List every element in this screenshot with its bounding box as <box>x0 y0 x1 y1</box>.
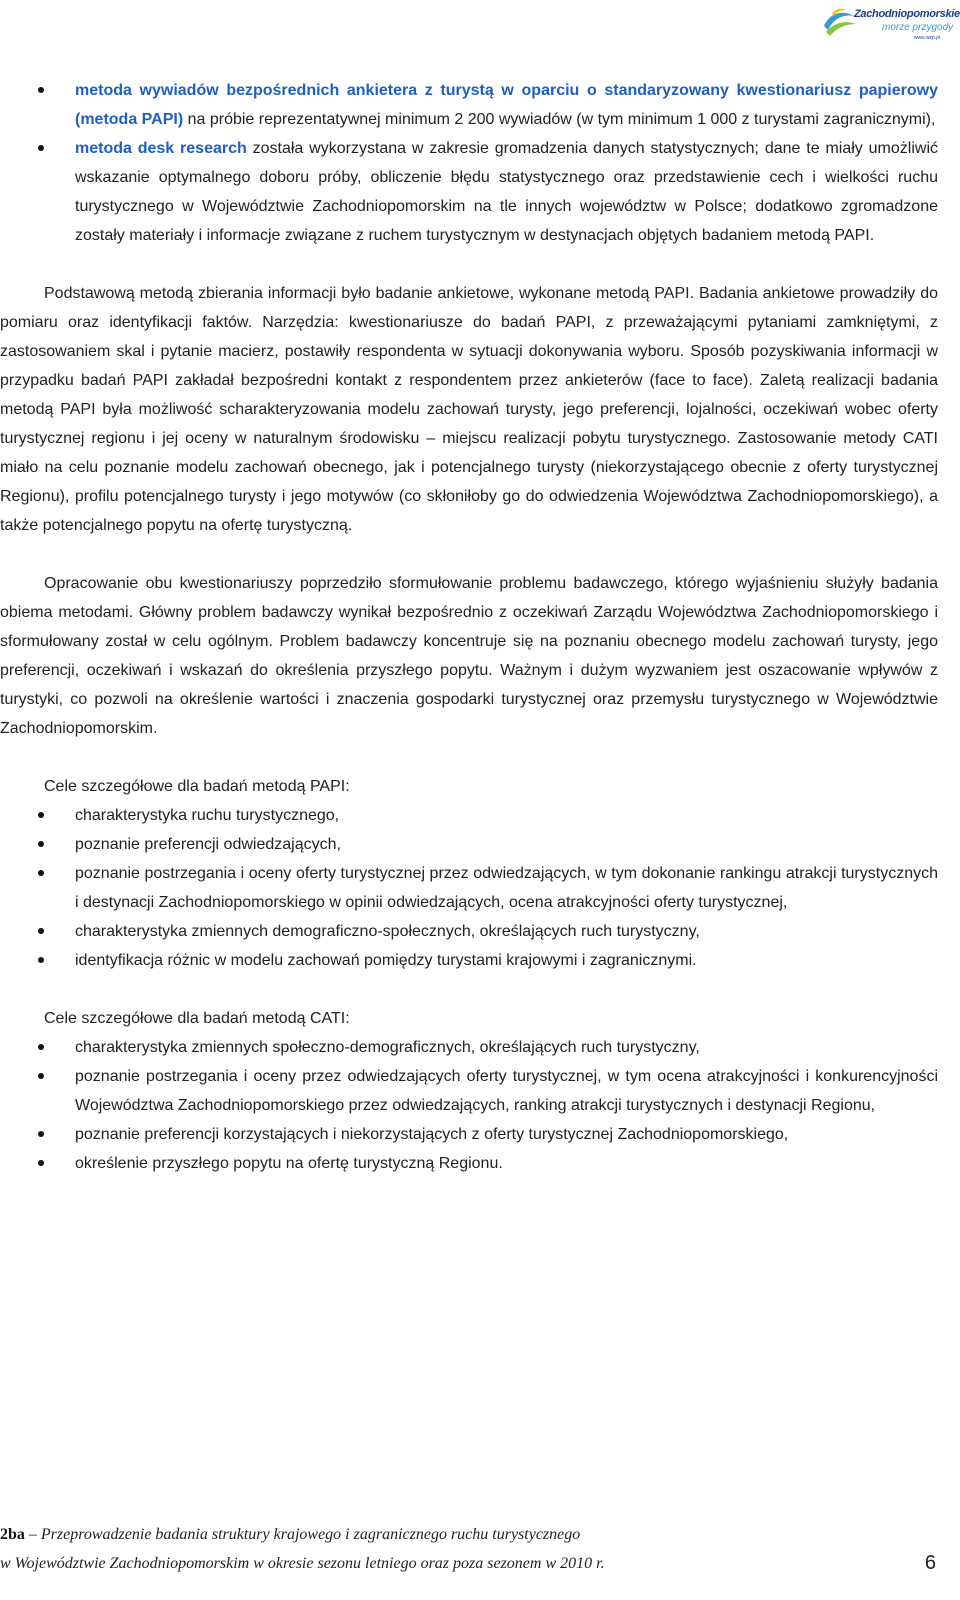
methods-list <box>0 76 938 250</box>
list-item: charakterystyka ruchu turystycznego, <box>0 801 938 830</box>
logo-brand: Zachodniopomorskie <box>854 8 960 20</box>
footer-title-2: w Województwie Zachodniopomorskim w okresie sezonu letniego oraz poza sezonem w 2010 r. <box>0 1555 605 1572</box>
list-item: poznanie preferencji odwiedzających, <box>0 830 938 859</box>
footer-company: 2ba <box>0 1526 25 1543</box>
papi-goals-list <box>0 801 938 975</box>
list-item: określenie przyszłego popytu na ofertę turystyczną Regionu. <box>0 1149 938 1178</box>
paragraph-problem: Opracowanie obu kwestionariuszy poprzedziło sformułowanie problemu badawczego, którego wyjaśnieniu służyły badania obiema metodami. Główny problem badawczy wynikał bezpośrednio z oczekiwań Zarządu Województwa Zachodniopomorskiego i sformułowany został w celu ogólnym. Problem badawczy koncentruje się na poznaniu obecnego modelu zachowań turysty, jego preferencji, oczekiwań i wskazań do określenia przyszłego popytu. Ważnym i dużym wyzwaniem jest oszacowanie wpływów z turystyki, co pozwoli na określenie wartości i znaczenia gospodarki turystycznej oraz przemysłu turystycznego w Województwie Zachodniopomorskim. <box>0 575 938 737</box>
method-name: metoda desk research <box>75 140 247 157</box>
list-item <box>0 134 938 250</box>
footer-title-1: – Przeprowadzenie badania struktury krajowego i zagranicznego ruchu turystycznego <box>24 1526 581 1543</box>
logo-url: www.wzp.pl <box>914 35 941 41</box>
page-footer <box>0 1520 940 1578</box>
method-name: metoda wywiadów bezpośrednich ankietera z turystą w oparciu o standaryzowany kwestionariusz papierowy (metoda PAPI) <box>75 82 938 128</box>
zachodniopomorskie-logo <box>820 4 960 46</box>
papi-heading: Cele szczegółowe dla badań metodą PAPI: <box>44 778 350 795</box>
list-item: charakterystyka zmiennych społeczno-demograficznych, określających ruch turystyczny, <box>0 1033 938 1062</box>
list-item: identyfikacja różnic w modelu zachowań pomiędzy turystami krajowymi i zagranicznymi. <box>0 946 938 975</box>
cati-heading: Cele szczegółowe dla badań metodą CATI: <box>44 1010 350 1027</box>
list-item <box>0 76 938 134</box>
method-description: została wykorzystana w zakresie gromadzenia danych statystycznych; dane te miały umożliwić wskazanie optymalnego doboru próby, obliczenie błędu statystycznego oraz przedstawienie cech i wielkości ruchu turystycznego w Województwie Zachodniopomorskim na tle innych województw w Polsce; dodatkowo zgromadzone zostały materiały i informacje związane z ruchem turystycznym w destynacjach objętych badaniem metodą PAPI. <box>75 140 938 244</box>
footer-line-1 <box>0 1520 940 1549</box>
list-item: charakterystyka zmiennych demograficzno-społecznych, określających ruch turystyczny, <box>0 917 938 946</box>
list-item: poznanie postrzegania i oceny przez odwiedzających oferty turystycznej, w tym ocena atrakcyjności i konkurencyjności Województwa Zachodniopomorskiego przez odwiedzających, ranking atrakcji turystycznych i destynacji Regionu, <box>0 1062 938 1120</box>
list-item: poznanie preferencji korzystających i niekorzystających z oferty turystycznej Zachodniopomorskiego, <box>0 1120 938 1149</box>
document-body <box>0 76 938 1178</box>
cati-goals-list <box>0 1033 938 1178</box>
paragraph-methods: Podstawową metodą zbierania informacji było badanie ankietowe, wykonane metodą PAPI. Badania ankietowe prowadziły do pomiaru oraz identyfikacji faktów. Narzędzia: kwestionariusze do badań PAPI, z przeważającymi pytaniami zamkniętymi, z zastosowaniem skal i pytanie macierz, postawiły respondenta w sytuacji dokonywania wyboru. Sposób pozyskiwania informacji w przypadku badań PAPI zakładał bezpośredni kontakt z respondentem przez ankieterów (face to face). Zaletą realizacji badania metodą PAPI była możliwość scharakteryzowania modelu zachowań turysty, jego preferencji, lojalności, oczekiwań wobec oferty turystycznej regionu i jej oceny w naturalnym środowisku – miejscu realizacji pobytu turystycznego. Zastosowanie metody CATI miało na celu poznanie modelu zachowań obecnego, jak i potencjalnego turysty (niekorzystającego obecnie z oferty turystycznej Regionu), profilu potencjalnego turysty i jego motywów (co skłoniłoby go do odwiedzenia Województwa Zachodniopomorskiego), a także potencjalnego popytu na ofertę turystyczną. <box>0 285 938 534</box>
logo-tagline: morze przygody <box>882 22 954 33</box>
page-number: 6 <box>924 1552 936 1574</box>
list-item: poznanie postrzegania i oceny oferty turystycznej przez odwiedzających, w tym dokonanie rankingu atrakcji turystycznych i destynacji Zachodniopomorskiego w opinii odwiedzających, ocena atrakcyjności oferty turystycznej, <box>0 859 938 917</box>
method-description: na próbie reprezentatywnej minimum 2 200 wywiadów (w tym minimum 1 000 z turystami zagranicznymi), <box>183 111 936 128</box>
